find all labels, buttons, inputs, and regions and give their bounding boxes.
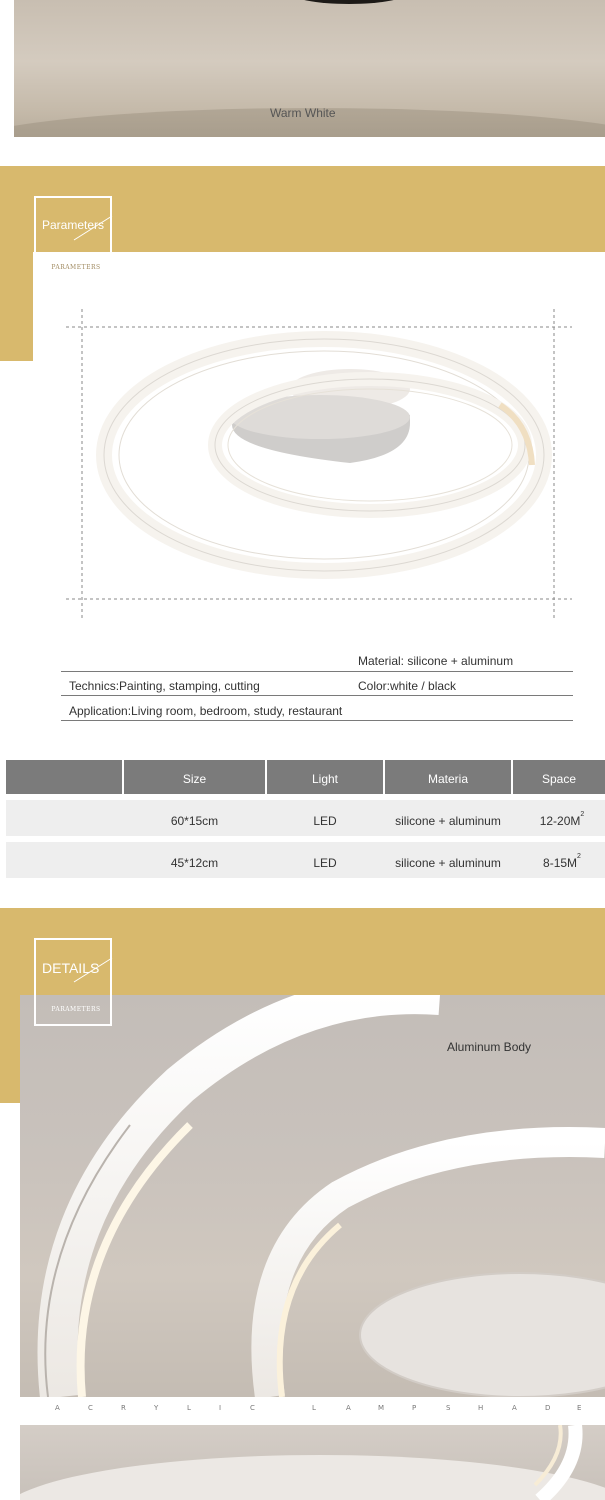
- letter: P: [412, 1404, 417, 1412]
- letter: E: [577, 1404, 582, 1412]
- parameters-subtitle: PARAMETERS: [51, 264, 101, 271]
- table-header-space: Space: [513, 760, 605, 794]
- cell-light: LED: [313, 814, 337, 828]
- lamp-drawing: [60, 305, 578, 621]
- spec-divider: [61, 671, 573, 672]
- letter: L: [187, 1404, 191, 1412]
- letter: A: [512, 1404, 517, 1412]
- cell-space: $8-15M^2$: [543, 853, 581, 870]
- letter: D: [545, 1404, 551, 1412]
- spec-technics: Technics:Painting, stamping, cutting: [69, 679, 260, 693]
- table-header-size: Size: [124, 760, 265, 794]
- letter: H: [478, 1404, 484, 1412]
- cell-size: 45*12cm: [170, 856, 219, 870]
- bottom-photo: [20, 1425, 605, 1500]
- cell-material: silicone + aluminum: [395, 856, 501, 870]
- lamp-shadow: [289, 0, 409, 4]
- letter: R: [121, 1404, 126, 1412]
- title-box-diagonal: [34, 938, 114, 1028]
- details-subtitle: PARAMETERS: [51, 1006, 101, 1013]
- letter: C: [88, 1404, 93, 1412]
- bottom-ring-closeup: [20, 1425, 605, 1500]
- spec-material: Material: silicone + aluminum: [358, 654, 514, 668]
- hero-label: Warm White: [270, 106, 336, 120]
- spec-divider: [61, 720, 573, 721]
- parameters-title: Parameters: [42, 218, 105, 232]
- aluminum-body-label: Aluminum Body: [447, 1040, 532, 1054]
- cell-size: 60*15cm: [170, 814, 219, 828]
- letter: I: [219, 1404, 222, 1412]
- table-header-material: Materia: [385, 760, 511, 794]
- letter: M: [378, 1404, 385, 1412]
- cell-light: LED: [313, 856, 337, 870]
- details-photo: [20, 995, 605, 1397]
- table-row: [6, 842, 605, 878]
- details-title: DETAILS: [42, 960, 100, 976]
- letter: L: [312, 1404, 316, 1412]
- details-ring-closeup: [20, 995, 605, 1397]
- table-header-blank: [6, 760, 122, 794]
- details-title-box: [34, 938, 112, 1026]
- letter: A: [346, 1404, 351, 1412]
- spec-color: Color:white / black: [358, 679, 457, 693]
- parameters-title-box: [34, 196, 112, 284]
- letter: Y: [154, 1404, 159, 1412]
- letter: A: [55, 1404, 60, 1412]
- cell-material: silicone + aluminum: [395, 814, 501, 828]
- cell-space: $12-20M^2$: [539, 811, 585, 828]
- table-row: [6, 800, 605, 836]
- acrylic-lampshade-label: [30, 1404, 605, 1418]
- letter: S: [446, 1404, 451, 1412]
- spec-application: Application:Living room, bedroom, study, restaurant: [69, 704, 343, 718]
- letter: C: [250, 1404, 255, 1412]
- spec-divider: [61, 695, 573, 696]
- table-header-light: Light: [267, 760, 383, 794]
